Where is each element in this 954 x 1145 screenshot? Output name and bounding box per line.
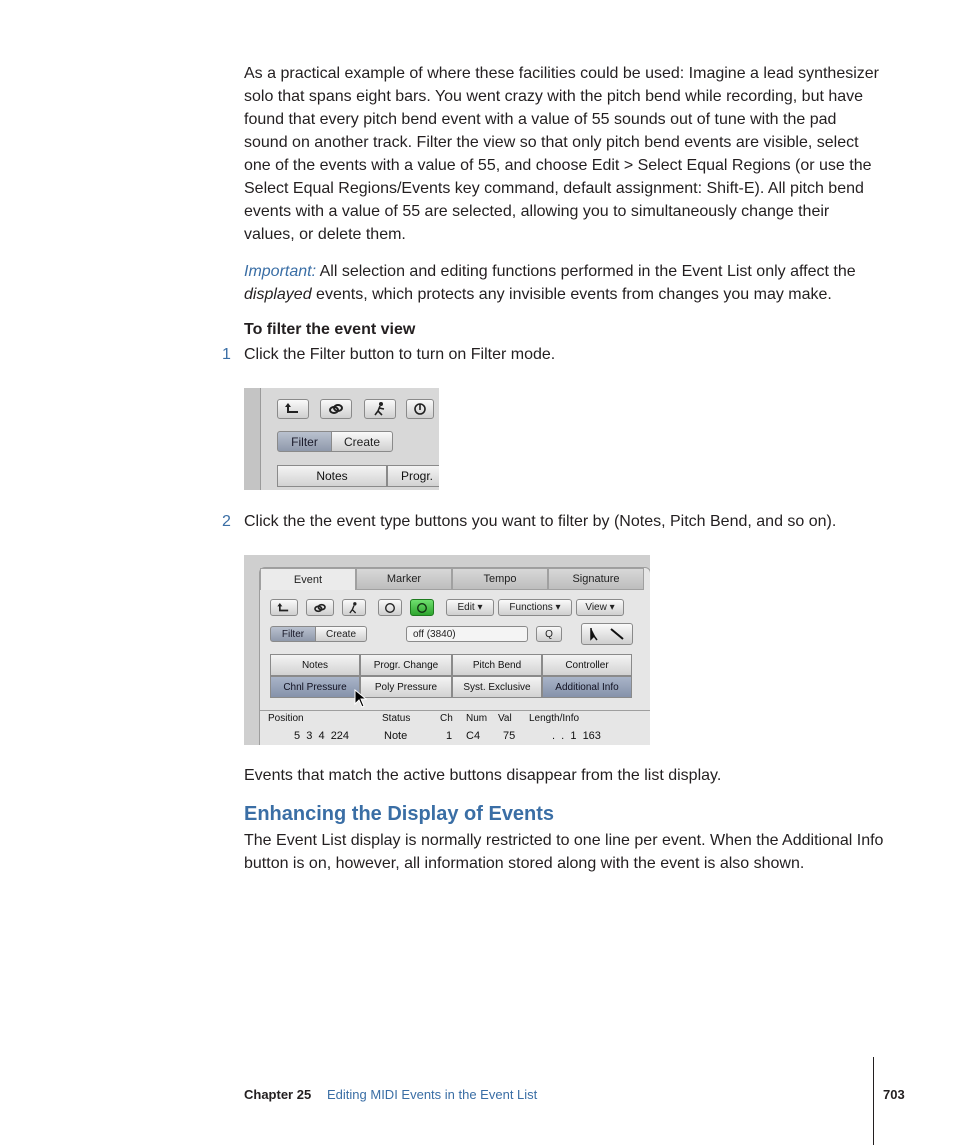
midi-thru-icon[interactable] [342, 599, 366, 616]
midi-out-icon[interactable] [410, 599, 434, 616]
edit-menu-label: Edit [457, 602, 475, 613]
event-type-syst-exclusive[interactable]: Syst. Exclusive [452, 676, 542, 698]
row-num: C4 [466, 730, 481, 742]
view-menu[interactable]: View ▾ [576, 599, 624, 616]
body-paragraph: As a practical example of where these facilities could be used: Imagine a lead synthesizer solo that spans eight bars. You went crazy with the pitch bend while recording, but have found that every pitch bend event with a value of 55 sounds out of tune with the pad sound on another track. Filter the view so that only pitch bend events are visible, select one of the events with a value of 55, and choose Edit > Select Equal Regions (or use the Select Equal Regions/Events key command, default assignment: Shift-E). All pitch bend events with a value of 55 are selected, allowing you to simultaneously change their values, or delete them. [244, 65, 880, 243]
event-type-controller[interactable]: Controller [542, 654, 632, 676]
step-text: Click the the event type buttons you want to filter by (Notes, Pitch Bend, and so on). [244, 513, 837, 530]
progr-button[interactable]: Progr. [387, 465, 439, 487]
page-number: 703 [883, 1087, 905, 1102]
step-text: Click the Filter button to turn on Filter mode. [244, 346, 556, 363]
important-text-a: All selection and editing functions performed in the Event List only affect the [316, 263, 856, 280]
column-length-info[interactable]: Length/Info [529, 713, 580, 724]
step-1 [222, 343, 555, 366]
step-number: 2 [222, 513, 231, 530]
after-screenshot-text: Events that match the active buttons disappear from the list display. [244, 767, 722, 784]
important-note [244, 260, 884, 306]
footer-rule [873, 1057, 874, 1145]
offset-value: off (3840) [413, 628, 456, 640]
column-val[interactable]: Val [498, 713, 512, 724]
section-text: The Event List display is normally restricted to one line per event. When the Additional Info button is on, however, all information stored along with the event is also shown. [244, 832, 884, 872]
filter-button[interactable]: Filter [270, 626, 316, 642]
up-arrow-icon[interactable] [277, 399, 309, 419]
mouse-pointer-icon [354, 689, 368, 709]
tool-menu[interactable] [581, 623, 633, 645]
filter-button[interactable]: Filter [277, 431, 332, 452]
step-number: 1 [222, 346, 231, 363]
notes-button[interactable]: Notes [277, 465, 387, 487]
column-status[interactable]: Status [382, 713, 411, 724]
row-status: Note [384, 730, 408, 742]
event-list-screenshot [244, 555, 650, 745]
column-num[interactable]: Num [466, 713, 488, 724]
row-length: . . 1 163 [552, 730, 601, 742]
event-type-progr-change[interactable]: Progr. Change [360, 654, 452, 676]
midi-in-icon[interactable] [378, 599, 402, 616]
event-type-additional-info[interactable]: Additional Info [542, 676, 632, 698]
important-emphasis: displayed [244, 286, 312, 303]
tab-event[interactable]: Event [260, 568, 356, 590]
event-type-chnl-pressure[interactable]: Chnl Pressure [270, 676, 360, 698]
event-type-notes[interactable]: Notes [270, 654, 360, 676]
filter-button-screenshot [244, 388, 439, 490]
link-icon[interactable] [306, 599, 334, 616]
midi-thru-icon[interactable] [364, 399, 396, 419]
event-type-poly-pressure[interactable]: Poly Pressure [360, 676, 452, 698]
left-strip [244, 388, 261, 490]
row-position: 5 3 4 224 [294, 730, 350, 742]
quantize-button[interactable]: Q [536, 626, 562, 642]
section-title: Enhancing the Display of Events [244, 803, 555, 825]
create-button[interactable]: Create [315, 626, 367, 642]
offset-select[interactable] [406, 626, 528, 642]
event-type-pitch-bend[interactable]: Pitch Bend [452, 654, 542, 676]
tab-signature[interactable]: Signature [548, 568, 644, 590]
tab-marker[interactable]: Marker [356, 568, 452, 590]
step-2 [222, 510, 836, 533]
column-divider [260, 710, 650, 711]
up-arrow-icon[interactable] [270, 599, 298, 616]
row-val: 75 [503, 730, 516, 742]
column-position[interactable]: Position [268, 713, 304, 724]
tab-tempo[interactable]: Tempo [452, 568, 548, 590]
footer-chapter: Chapter 25 [244, 1087, 312, 1102]
important-text-b: events, which protects any invisible events from changes you may make. [311, 286, 832, 303]
functions-menu[interactable]: Functions ▾ [498, 599, 572, 616]
view-menu-label: View [585, 602, 607, 613]
task-heading: To filter the event view [244, 321, 416, 338]
midi-in-icon[interactable] [406, 399, 434, 419]
row-ch: 1 [446, 730, 453, 742]
column-ch[interactable]: Ch [440, 713, 453, 724]
create-button[interactable]: Create [331, 431, 393, 452]
important-label: Important: [244, 263, 317, 280]
functions-menu-label: Functions [509, 602, 553, 613]
edit-menu[interactable]: Edit ▾ [446, 599, 494, 616]
footer-chapter-title: Editing MIDI Events in the Event List [327, 1087, 538, 1102]
link-icon[interactable] [320, 399, 352, 419]
